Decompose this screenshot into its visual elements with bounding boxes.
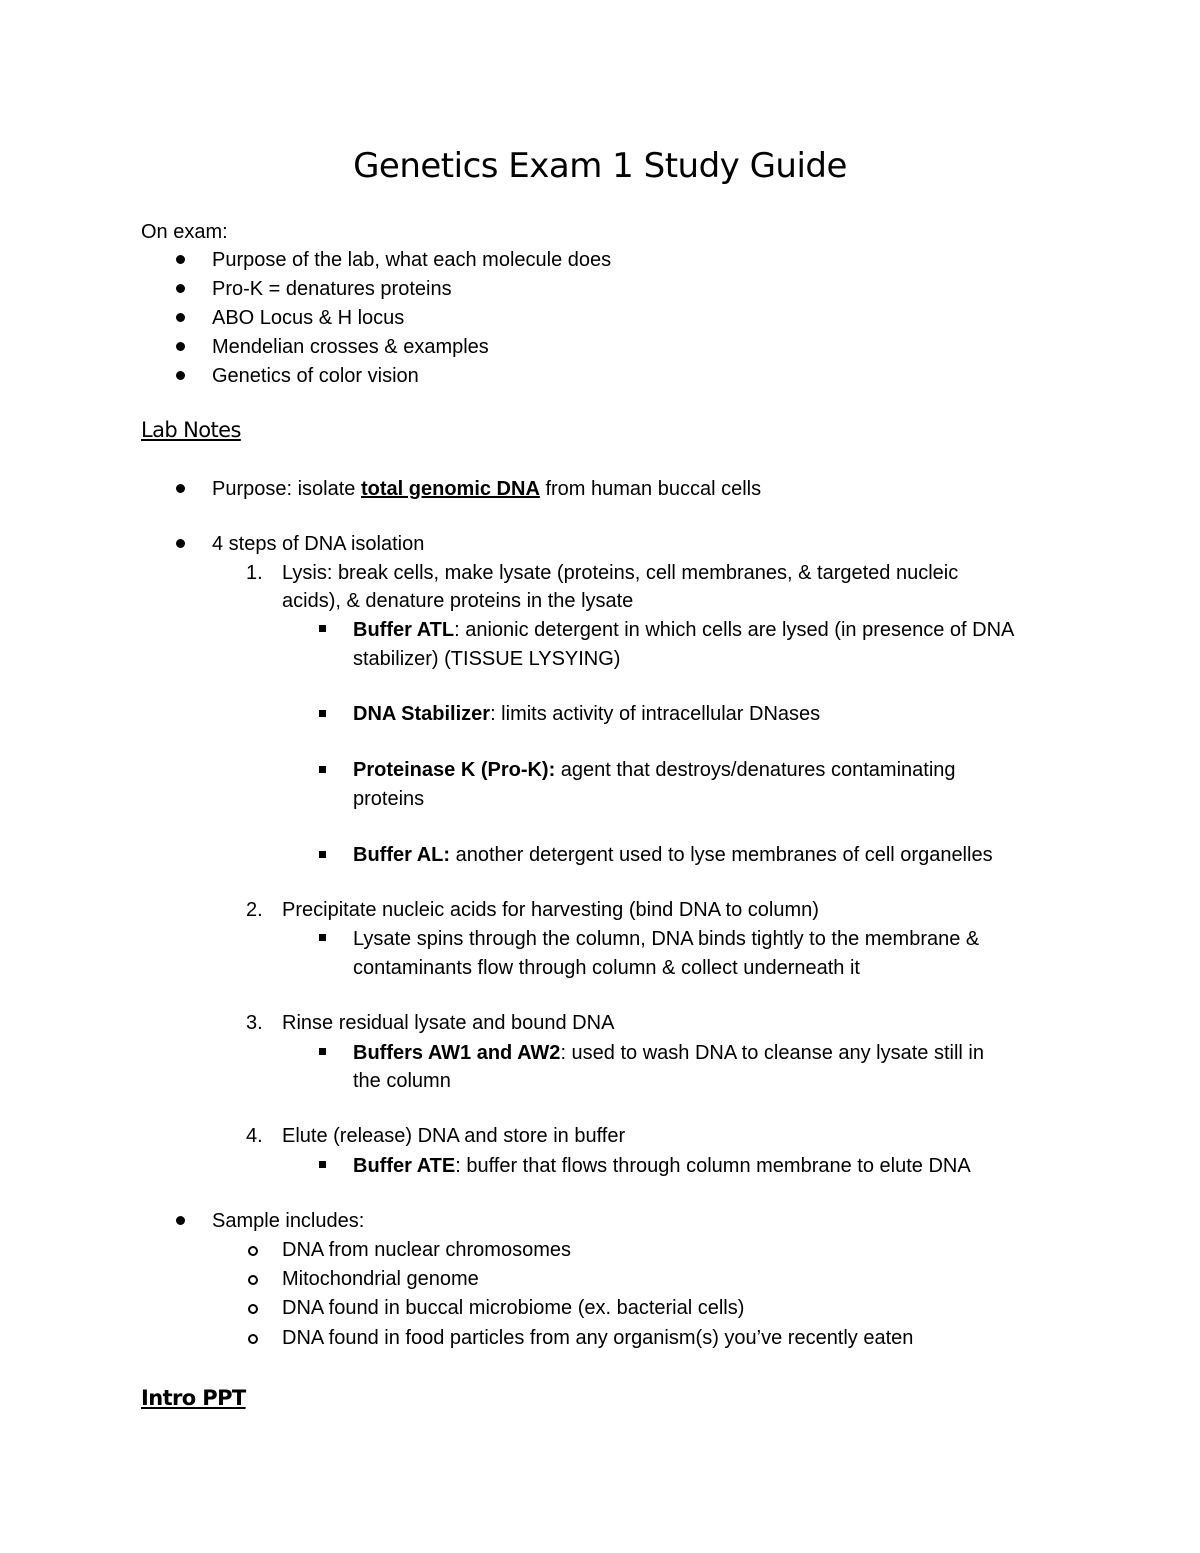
bullet-icon <box>176 539 185 548</box>
step-number: 2. <box>246 899 263 921</box>
bullet-icon <box>176 371 185 380</box>
sub-item-text: agent that destroys/denatures contaminating <box>555 759 956 781</box>
square-bullet-icon <box>319 851 326 858</box>
square-bullet-icon <box>319 1161 326 1168</box>
sub-item <box>353 756 956 784</box>
square-bullet-icon <box>319 710 326 717</box>
sub-item-text: the column <box>353 1070 451 1092</box>
sub-item-text: proteins <box>353 788 425 810</box>
bullet-icon <box>176 313 185 322</box>
sample-item: Mitochondrial genome <box>282 1268 479 1290</box>
bullet-icon <box>176 1216 185 1225</box>
intro-ppt-heading: Intro PPT <box>141 1386 246 1410</box>
step-number: 3. <box>246 1012 263 1034</box>
step-text: Lysis: break cells, make lysate (proteins, cell membranes, & targeted nucleic <box>282 562 959 584</box>
bullet-icon <box>176 342 185 351</box>
document-title: Genetics Exam 1 Study Guide <box>353 146 847 186</box>
lab-notes-heading: Lab Notes <box>141 418 241 442</box>
sub-item-text: : limits activity of intracellular DNases <box>490 703 821 725</box>
sub-item-text: : buffer that flows through column membrane to elute DNA <box>455 1155 971 1177</box>
on-exam-item: ABO Locus & H locus <box>212 307 405 329</box>
step-text: Precipitate nucleic acids for harvesting (bind DNA to column) <box>282 899 819 921</box>
sub-item-text: stabilizer) (TISSUE LYSYING) <box>353 648 621 670</box>
step-number: 1. <box>246 562 263 584</box>
sample-item: DNA found in food particles from any organism(s) you’ve recently eaten <box>282 1327 914 1349</box>
step-text: Rinse residual lysate and bound DNA <box>282 1012 615 1034</box>
square-bullet-icon <box>319 766 326 773</box>
sub-item-term: Buffers AW1 and AW2 <box>353 1042 561 1064</box>
bullet-icon <box>176 255 185 264</box>
sub-item <box>353 1152 971 1180</box>
on-exam-item: Pro-K = denatures proteins <box>212 278 452 300</box>
sub-item-text: contaminants flow through column & collect underneath it <box>353 957 860 979</box>
sample-item: DNA from nuclear chromosomes <box>282 1239 571 1261</box>
sub-item <box>353 1039 984 1067</box>
steps-label: 4 steps of DNA isolation <box>212 533 425 555</box>
on-exam-label: On exam: <box>141 221 228 243</box>
sub-item-text: another detergent used to lyse membranes of cell organelles <box>450 844 993 866</box>
sub-item-term: Buffer AL: <box>353 844 451 866</box>
bullet-icon <box>176 484 185 493</box>
purpose-emphasis: total genomic DNA <box>360 478 540 500</box>
sub-item-term: Buffer ATL <box>353 619 455 641</box>
sub-item <box>353 616 1014 644</box>
sub-item-term: Proteinase K (Pro-K): <box>353 759 556 781</box>
circle-bullet-icon <box>248 1334 258 1344</box>
purpose-suffix: from human buccal cells <box>539 478 762 500</box>
circle-bullet-icon <box>248 1304 258 1314</box>
on-exam-item: Purpose of the lab, what each molecule does <box>212 249 612 271</box>
circle-bullet-icon <box>248 1246 258 1256</box>
step-text: Elute (release) DNA and store in buffer <box>282 1125 626 1147</box>
sub-item-term: Buffer ATE <box>353 1155 456 1177</box>
circle-bullet-icon <box>248 1275 258 1285</box>
sample-item: DNA found in buccal microbiome (ex. bacterial cells) <box>282 1297 745 1319</box>
sub-item-term: DNA Stabilizer <box>353 703 491 725</box>
sub-item-text: : anionic detergent in which cells are lysed (in presence of DNA <box>454 619 1015 641</box>
purpose-prefix: Purpose: isolate <box>212 478 361 500</box>
on-exam-item: Mendelian crosses & examples <box>212 336 489 358</box>
step-text: acids), & denature proteins in the lysate <box>282 590 634 612</box>
square-bullet-icon <box>319 1048 326 1055</box>
step-number: 4. <box>246 1125 263 1147</box>
square-bullet-icon <box>319 625 326 632</box>
square-bullet-icon <box>319 934 326 941</box>
sub-item-text: Lysate spins through the column, DNA binds tightly to the membrane & <box>353 928 980 950</box>
bullet-icon <box>176 284 185 293</box>
sample-label: Sample includes: <box>212 1210 365 1232</box>
on-exam-item: Genetics of color vision <box>212 365 419 387</box>
sub-item <box>353 700 820 728</box>
sub-item-text: : used to wash DNA to cleanse any lysate still in <box>560 1042 984 1064</box>
purpose-line <box>212 475 761 503</box>
sub-item <box>353 841 993 869</box>
